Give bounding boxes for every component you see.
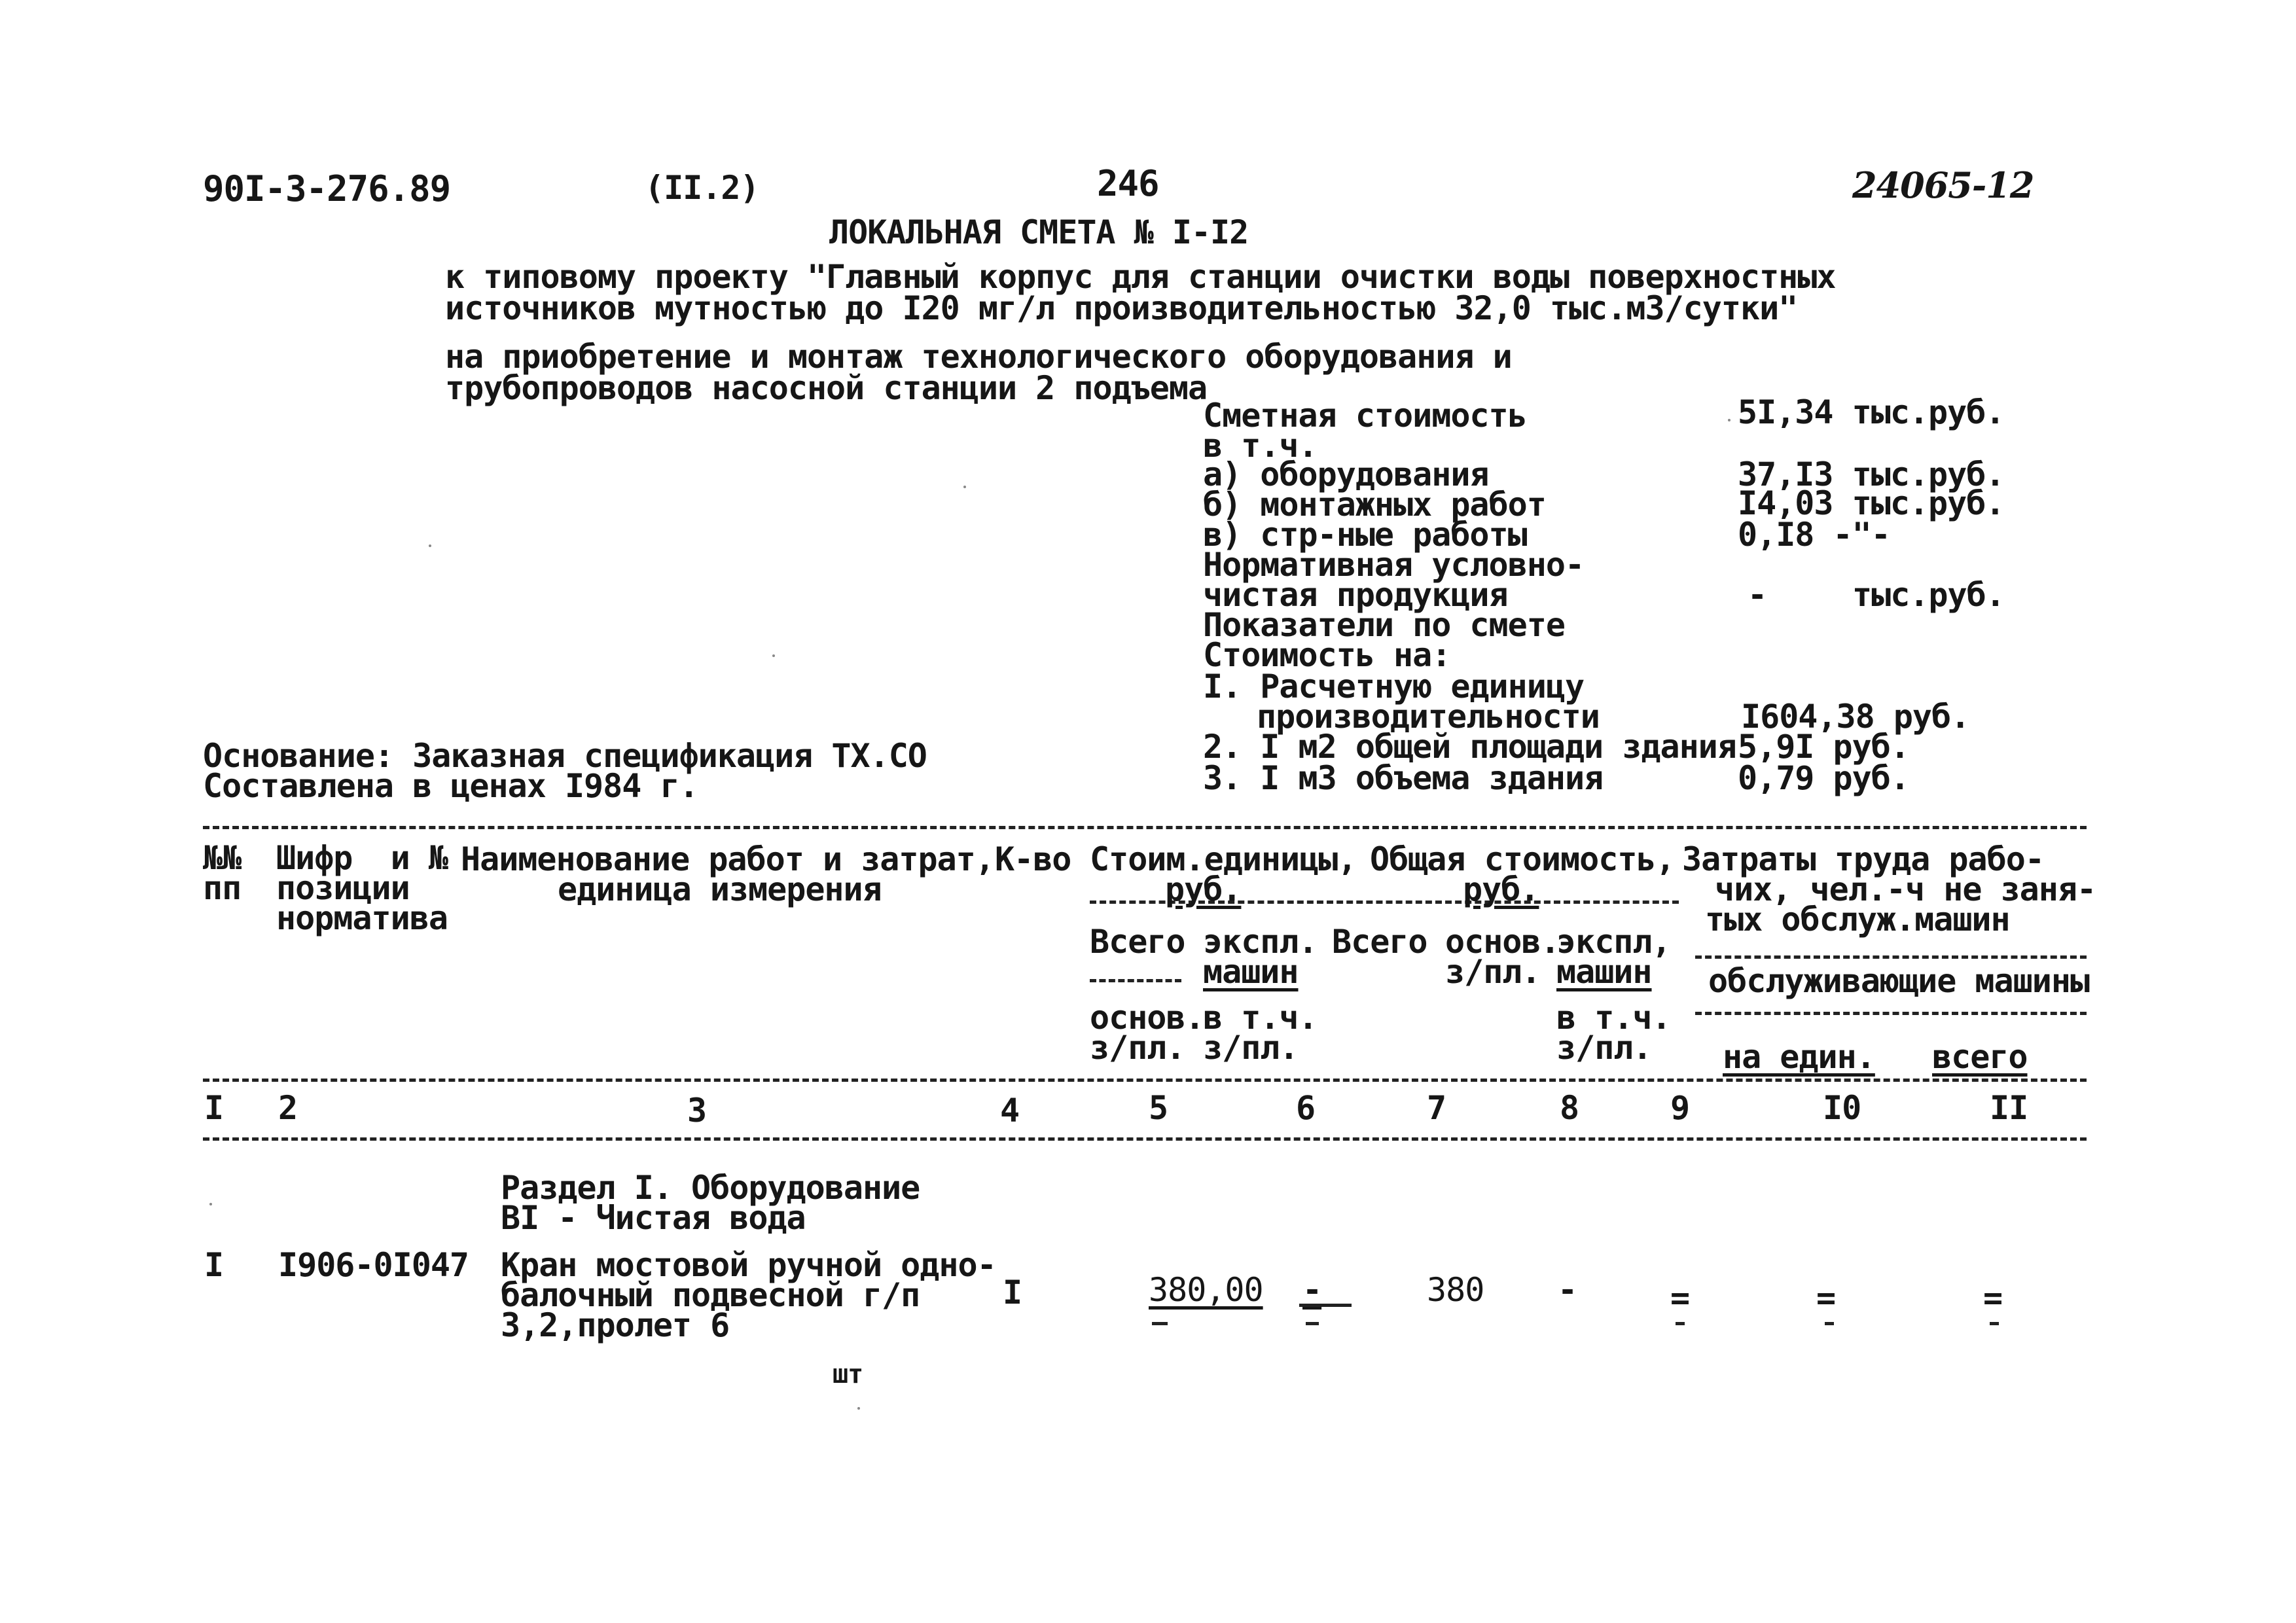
normative-label-1: Нормативная условно- [1203, 546, 1585, 584]
area-cost-label: 2. I м2 общей площади здания [1203, 728, 1736, 766]
row-labor-11-underdash [1990, 1322, 1999, 1325]
column-number: 3 [687, 1092, 707, 1130]
row-unit-ekspl: - [1302, 1271, 1322, 1309]
col-header-zpl-6: з/пл. [1203, 1029, 1299, 1067]
column-number: 4 [1000, 1092, 1020, 1130]
row-unit-price: 380,00 [1149, 1271, 1263, 1309]
page-number: 246 [1097, 163, 1159, 204]
col-header-name-b: единица измерения [558, 870, 882, 908]
row-name-line-1: Кран мостовой ручной одно- [501, 1246, 996, 1284]
column-number: 8 [1560, 1089, 1579, 1127]
col-header-mashin-1: машин [1203, 953, 1299, 991]
col-header-name-a: Наименование работ и затрат, [461, 840, 994, 878]
col-header-vsego-2: Всего [1332, 923, 1427, 961]
column-number: 9 [1670, 1089, 1690, 1127]
construction-cost-label: в) стр-ные работы [1203, 516, 1527, 554]
col-header-unit-cost-rub: руб. [1165, 870, 1242, 908]
including-label: в т.ч. [1203, 427, 1318, 465]
row-unit: шт [833, 1359, 863, 1389]
document-code: 90I-3-276.89 [203, 168, 451, 209]
column-numbers-bottom-rule [203, 1137, 2087, 1141]
basis-line-2: Составлена в ценах I984 г. [203, 767, 698, 805]
col-header-serving-machines: обслуживающие машины [1708, 962, 2090, 1000]
scan-speck [772, 654, 775, 657]
col-header-ekspl-1: экспл. [1203, 923, 1318, 961]
col-header-vtch-8: в т.ч. [1556, 999, 1671, 1037]
col-header-number: №№ пп [203, 839, 242, 907]
col-header-total-cost-rub: руб. [1463, 870, 1539, 908]
scan-speck [963, 486, 966, 488]
col-header-osnov-5: основ. [1090, 999, 1204, 1037]
col-header-vtch-6: в т.ч. [1203, 999, 1318, 1037]
col-header-qty: К-во [995, 840, 1071, 878]
row-total: 380 [1427, 1271, 1484, 1309]
col-header-mashin-2: машин [1556, 953, 1652, 991]
unit-cost-label-2: производительности [1257, 698, 1600, 736]
column-number: I [204, 1089, 224, 1127]
column-number: 5 [1149, 1089, 1168, 1127]
project-line-1: к типовому проекту "Главный корпус для станции очистки воды поверхностных [445, 258, 1836, 296]
row-code: I906-0I047 [278, 1246, 469, 1284]
subject-line-2: трубопроводов насосной станции 2 подъема [445, 369, 1208, 407]
column-number: II [1990, 1089, 2028, 1127]
handwritten-reference: 24065-12 [1852, 164, 2034, 206]
document-part: (II.2) [645, 169, 759, 207]
row-labor-9: = [1670, 1279, 1690, 1317]
normative-value-unit: тыс.руб. [1852, 576, 2005, 614]
equipment-cost-label: а) оборудования [1203, 455, 1489, 493]
header-inner-rule-3 [1090, 979, 1181, 982]
basis-line-1: Основание: Заказная спецификация ТХ.СО [203, 737, 927, 775]
mounting-cost-label: б) монтажных работ [1203, 486, 1546, 524]
project-line-2: источников мутностью до I20 мг/л производительностью 32,0 тыс.м3/сутки" [445, 289, 1798, 327]
section-title: Раздел I. Оборудование [501, 1169, 920, 1207]
col-header-osnov: основ. [1445, 923, 1560, 961]
col-header-total-cost: Общая стоимость, [1370, 840, 1675, 878]
col-header-labor-2: чих, чел.-ч не заня- [1715, 870, 2096, 908]
col-header-zpl-5: з/пл. [1090, 1029, 1185, 1067]
row-unit-ekspl-underline [1299, 1304, 1352, 1307]
row-labor-9-underdash [1676, 1322, 1685, 1325]
col-header-labor-3: тых обслуж.машин [1705, 901, 2010, 938]
unit-cost-value: I604,38 руб. [1741, 698, 1970, 736]
col-header-vsego-1: Всего [1090, 923, 1185, 961]
construction-cost-value: 0,I8 -"- [1738, 516, 1890, 554]
scan-speck [1728, 419, 1731, 421]
normative-label-2: чистая продукция [1203, 576, 1508, 614]
col-header-zpl: з/пл. [1445, 953, 1541, 991]
normative-value-dash: - [1748, 576, 1767, 614]
unit-cost-label-1: I. Расчетную единицу [1203, 668, 1585, 705]
row-qty: I [1003, 1274, 1022, 1311]
volume-cost-value: 0,79 руб. [1738, 759, 1909, 797]
row-unit-ekspl-underdash [1306, 1322, 1319, 1325]
column-number: 2 [278, 1089, 298, 1127]
mounting-cost-value: I4,03 тыс.руб. [1738, 484, 2005, 522]
col-header-code: Шифр и № позиции норматива [276, 839, 448, 937]
row-name-line-3: 3,2,пролет 6 [501, 1306, 730, 1344]
row-labor-10-underdash [1825, 1322, 1834, 1325]
col-header-zpl-8: з/пл. [1556, 1029, 1652, 1067]
row-total-ekspl: - [1558, 1271, 1577, 1309]
row-labor-11: = [1983, 1279, 2003, 1317]
indicators-label: Показатели по смете [1203, 606, 1565, 644]
col-header-labor-1: Затраты труда рабо- [1682, 840, 2044, 878]
header-inner-rule-4 [1695, 1012, 2087, 1015]
scan-speck [857, 1407, 860, 1410]
col-header-unit-cost: Стоим.единицы, [1090, 840, 1357, 878]
table-top-rule [203, 826, 2087, 829]
cost-per-label: Стоимость на: [1203, 636, 1451, 674]
column-number: 6 [1296, 1089, 1316, 1127]
row-number: I [204, 1246, 224, 1284]
col-header-ekspl-2: экспл, [1556, 923, 1671, 961]
scan-speck [429, 544, 431, 547]
scan-speck [209, 1203, 212, 1205]
equipment-cost-value: 37,I3 тыс.руб. [1738, 455, 2005, 493]
col-header-total: всего [1932, 1038, 2028, 1076]
row-name-line-2: балочный подвесной г/п [501, 1276, 920, 1314]
volume-cost-label: 3. I м3 объема здания [1203, 759, 1604, 797]
section-subtitle: BI - Чистая вода [501, 1199, 806, 1237]
col-header-per-unit: на един. [1723, 1038, 1875, 1076]
document-title: ЛОКАЛЬНАЯ СМЕТА № I-I2 [829, 213, 1249, 251]
header-inner-rule-2 [1695, 955, 2087, 959]
estimated-cost-value: 5I,34 тыс.руб. [1738, 393, 2005, 431]
area-cost-value: 5,9I руб. [1738, 728, 1909, 766]
estimated-cost-label: Сметная стоимость [1203, 397, 1527, 435]
column-number: 7 [1427, 1089, 1446, 1127]
subject-line-1: на приобретение и монтаж технологического оборудования и [445, 338, 1512, 376]
row-labor-10: = [1816, 1279, 1836, 1317]
table-header-bottom-rule [203, 1079, 2087, 1082]
row-unit-price-underdash [1152, 1322, 1168, 1325]
column-number: I0 [1823, 1089, 1861, 1127]
